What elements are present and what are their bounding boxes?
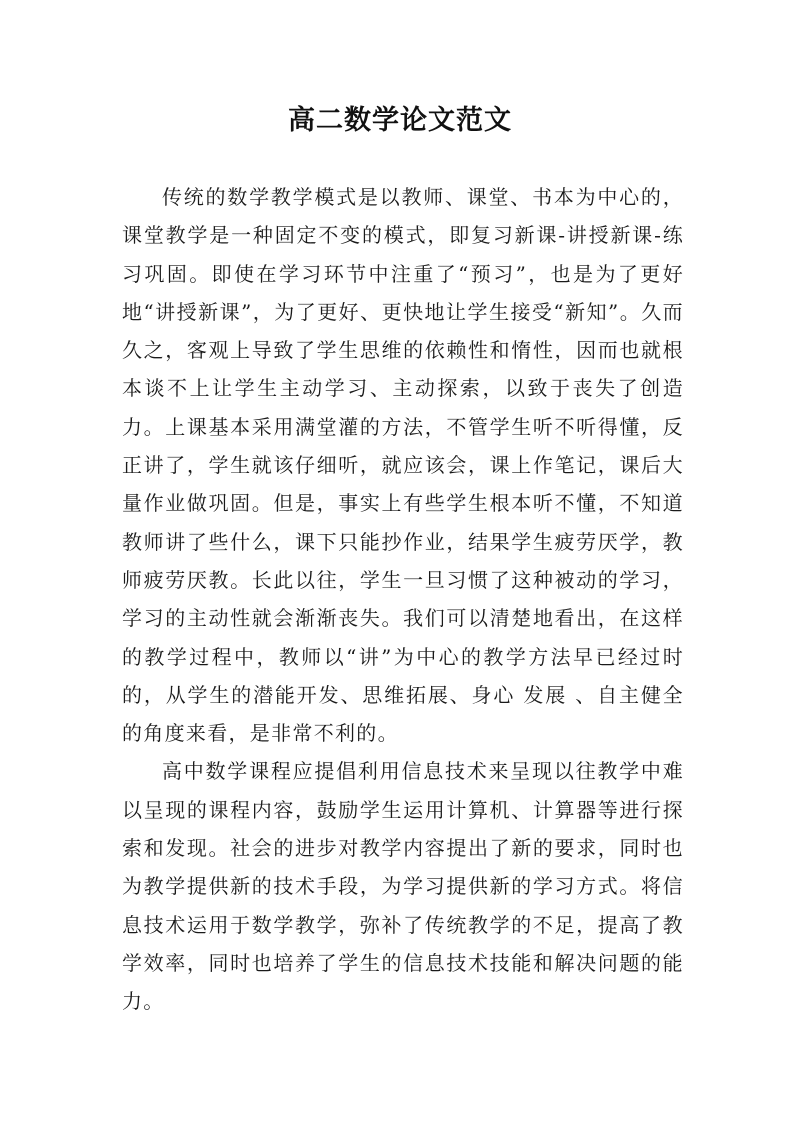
document-body (122, 178, 684, 1021)
paragraph-1: 传统的数学教学模式是以教师、课堂、书本为中心的，课堂教学是一种固定不变的模式，即复习新课-讲授新课-练习巩固。即使在学习环节中注重了“预习”，也是为了更好地“讲授新课”，为了更好、更快地让学生接受“新知”。久而久之，客观上导致了学生思维的依赖性和惰性，因而也就根本谈不上让学生主动学习、主动探索，以致于丧失了创造力。上课基本采用满堂灌的方法，不管学生听不听得懂，反正讲了，学生就该仔细听，就应该会，课上作笔记，课后大量作业做巩固。但是，事实上有些学生根本听不懂，不知道教师讲了些什么，课下只能抄作业，结果学生疲劳厌学，教师疲劳厌教。长此以往，学生一旦习惯了这种被动的学习，学习的主动性就会渐渐丧失。我们可以清楚地看出，在这样的教学过程中，教师以“讲”为中心的教学方法早已经过时的，从学生的潜能开发、思维拓展、身心 发展 、自主健全的角度来看，是非常不利的。 (122, 185, 684, 746)
paragraph-2: 高中数学课程应提倡利用信息技术来呈现以往教学中难以呈现的课程内容，鼓励学生运用计算机、计算器等进行探索和发现。社会的进步对教学内容提出了新的要求，同时也为教学提供新的技术手段，为学习提供新的学习方式。将信息技术运用于数学教学，弥补了传统教学的不足，提高了教学效率，同时也培养了学生的信息技术技能和解决问题的能力。 (122, 759, 684, 1014)
document-title: 高二数学论文范文 (288, 105, 512, 136)
